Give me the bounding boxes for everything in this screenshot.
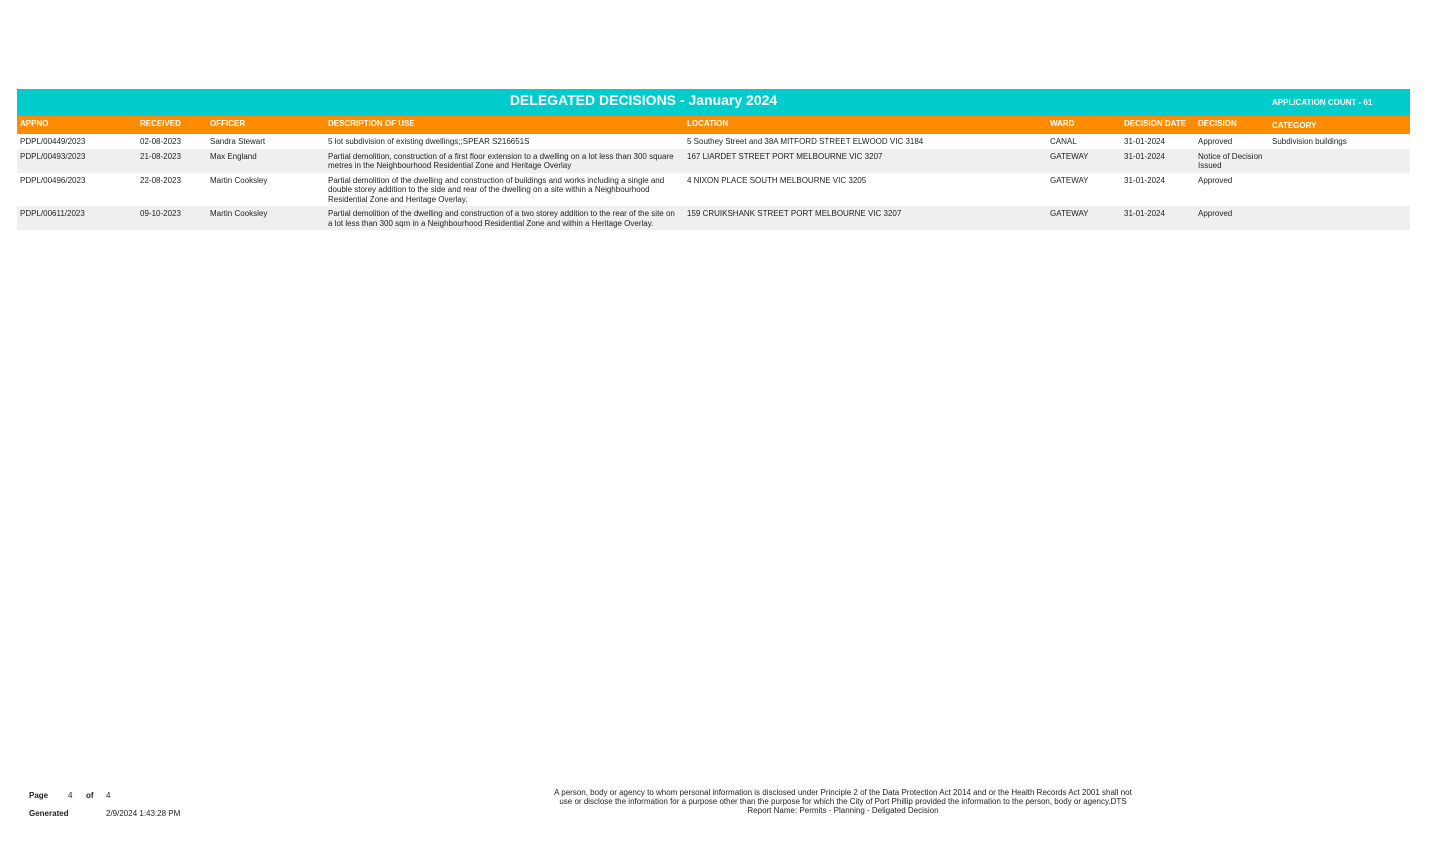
cell-officer: Max England bbox=[207, 149, 325, 173]
cell-ward: GATEWAY bbox=[1050, 175, 1089, 185]
cell-decision-date: 31-01-2024 bbox=[1124, 175, 1165, 185]
privacy-notice-line-2: use or disclose the information for a purpose other than the purpose for which the City of Port Phillip provided the information to the person, body or agency.DTS bbox=[559, 797, 1127, 806]
report-title-bar bbox=[17, 89, 1410, 116]
cell-description: Partial demolition, construction of a first floor extension to a dwelling on a lot less than 300 square metres in the Neighbourhood Residential Zone and Heritage Overlay bbox=[325, 149, 684, 173]
cell-decision-date: 31-01-2024 bbox=[1121, 149, 1195, 173]
table-row bbox=[17, 206, 1410, 230]
col-header-decision-date: DECISION DATE bbox=[1121, 116, 1195, 134]
cell-decision: Approved bbox=[1198, 175, 1233, 185]
application-count: APPLICATION COUNT - 61 bbox=[1272, 98, 1373, 107]
generated-timestamp: 2/9/2024 1:43:28 PM bbox=[106, 809, 181, 818]
cell-ward: GATEWAY bbox=[1047, 149, 1121, 173]
cell-received: 21-08-2023 bbox=[137, 149, 207, 173]
cell-officer: Sandra Stewart bbox=[210, 137, 266, 146]
col-header-officer: OFFICER bbox=[207, 116, 325, 134]
cell-decision-date: 31-01-2024 bbox=[1121, 206, 1195, 230]
cell-description: 5 lot subdivision of existing dwellings;;SPEAR S216651S bbox=[328, 137, 530, 146]
cell-decision: Approved bbox=[1195, 206, 1269, 230]
page-label: Page bbox=[29, 791, 49, 800]
cell-decision-date: 31-01-2024 bbox=[1124, 137, 1165, 146]
page-total: 4 bbox=[106, 791, 111, 800]
cell-officer: Martin Cooksley bbox=[210, 175, 268, 185]
table-row bbox=[17, 173, 1410, 207]
cell-ward: CANAL bbox=[1050, 137, 1077, 146]
col-header-ward: WARD bbox=[1047, 116, 1121, 134]
report-name: Report Name: Permits - Planning - Deligated Decision bbox=[747, 806, 939, 815]
cell-description: Partial demolition of the dwelling and construction of a two storey addition to the rear of the site on a lot less than 300 sqm in a Neighbourhood Residential Zone and within a Heritage Overlay. bbox=[325, 206, 684, 230]
table-header-row bbox=[17, 116, 1410, 134]
cell-appno: PDPL/00449/2023 bbox=[20, 137, 86, 146]
col-header-decision: DECISION bbox=[1195, 116, 1269, 134]
cell-decision: Notice of Decision Issued bbox=[1195, 149, 1269, 173]
cell-received: 09-10-2023 bbox=[137, 206, 207, 230]
cell-category bbox=[1269, 149, 1410, 173]
cell-category bbox=[1269, 206, 1410, 230]
cell-ward: GATEWAY bbox=[1047, 206, 1121, 230]
generated-label: Generated bbox=[29, 809, 69, 818]
cell-appno: PDPL/00493/2023 bbox=[17, 149, 137, 173]
page-indicator bbox=[29, 791, 180, 809]
cell-received: 02-08-2023 bbox=[140, 137, 181, 146]
cell-decision: Approved bbox=[1198, 137, 1233, 146]
col-header-description: DESCRIPTION OF USE bbox=[325, 116, 684, 134]
cell-location: 167 LIARDET STREET PORT MELBOURNE VIC 3207 bbox=[684, 149, 1047, 173]
report bbox=[17, 89, 1410, 230]
report-title: DELEGATED DECISIONS - January 2024 bbox=[509, 92, 778, 108]
cell-category bbox=[1269, 173, 1410, 207]
generated-info bbox=[29, 809, 180, 827]
page-number: 4 bbox=[68, 791, 73, 800]
cell-location: 159 CRUIKSHANK STREET PORT MELBOURNE VIC 3207 bbox=[684, 206, 1047, 230]
decisions-table bbox=[17, 116, 1410, 230]
page-footer-info bbox=[29, 791, 180, 827]
cell-officer: Martin Cooksley bbox=[207, 206, 325, 230]
cell-description: Partial demolition of the dwelling and construction of buildings and works including a single and double storey addition to the side and rear of the dwelling on a site within a Neighbourhood Residential Zone and Heritage Overlay. bbox=[328, 175, 665, 204]
table-row bbox=[17, 149, 1410, 173]
cell-appno: PDPL/00611/2023 bbox=[17, 206, 137, 230]
cell-appno: PDPL/00496/2023 bbox=[20, 175, 86, 185]
col-header-appno: APPNO bbox=[17, 116, 137, 134]
cell-location: 5 Southey Street and 38A MITFORD STREET ELWOOD VIC 3184 bbox=[687, 137, 924, 146]
cell-category: Subdivision buildings bbox=[1272, 137, 1347, 146]
of-label: of bbox=[86, 791, 94, 800]
cell-received: 22-08-2023 bbox=[140, 175, 181, 185]
col-header-category: CATEGORY bbox=[1269, 116, 1410, 134]
table-row bbox=[17, 134, 1410, 149]
col-header-location: LOCATION bbox=[684, 116, 1047, 134]
privacy-notice bbox=[500, 788, 1186, 815]
col-header-received: RECEIVED bbox=[137, 116, 207, 134]
privacy-notice-line-1: A person, body or agency to whom personal information is disclosed under Principle 2 of the Data Protection Act 2014 and or the Health Records Act 2001 shall not bbox=[554, 788, 1132, 797]
cell-location: 4 NIXON PLACE SOUTH MELBOURNE VIC 3205 bbox=[687, 175, 867, 185]
